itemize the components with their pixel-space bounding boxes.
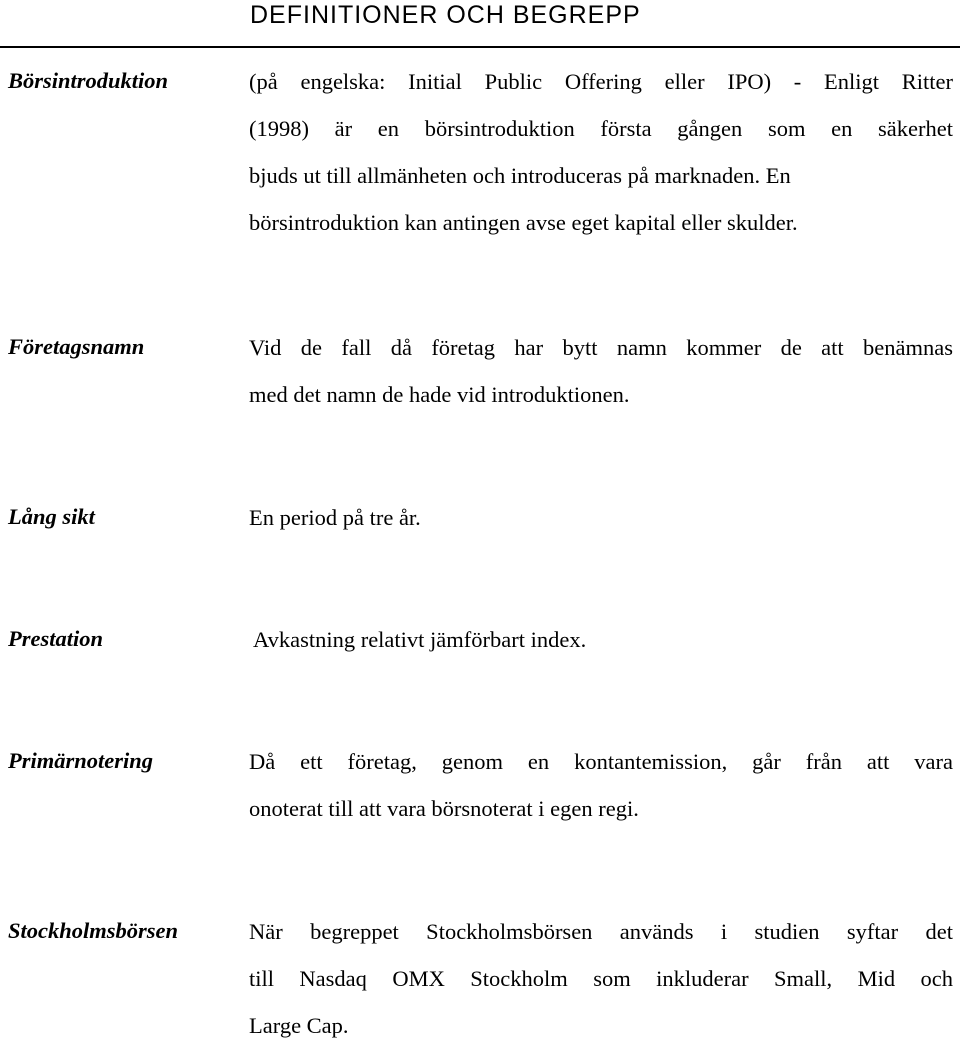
term-lang-sikt: Lång sikt bbox=[8, 504, 95, 529]
definition-line: (1998) är en börsintroduktion första gången som en säkerhet bbox=[249, 116, 953, 141]
definition-line: Large Cap. bbox=[249, 1013, 349, 1038]
definition-foretagsnamn bbox=[249, 324, 953, 418]
definition-line: När begreppet Stockholmsbörsen används i studien syftar det bbox=[249, 919, 953, 944]
definition-primarnotering bbox=[249, 738, 953, 832]
definition-line: (på engelska: Initial Public Offering eller IPO) - Enligt Ritter bbox=[249, 69, 953, 94]
term-borsintroduktion: Börsintroduktion bbox=[8, 68, 169, 93]
title-divider bbox=[0, 46, 960, 48]
definition-stockholmsborsen bbox=[249, 908, 953, 1049]
definition-line: bjuds ut till allmänheten och introduceras på marknaden. En bbox=[249, 163, 791, 188]
page-title: DEFINITIONER OCH BEGREPP bbox=[250, 1, 641, 29]
definition-prestation bbox=[253, 616, 957, 663]
term-foretagsnamn: Företagsnamn bbox=[8, 334, 145, 359]
term-primarnotering: Primärnotering bbox=[8, 748, 154, 773]
definition-line: börsintroduktion kan antingen avse eget kapital eller skulder. bbox=[249, 210, 798, 235]
definition-line: onoterat till att vara börsnoterat i egen regi. bbox=[249, 796, 639, 821]
term-stockholmsborsen: Stockholmsbörsen bbox=[8, 918, 179, 943]
definition-borsintroduktion bbox=[249, 58, 953, 246]
term-prestation: Prestation bbox=[8, 626, 104, 651]
definition-line: till Nasdaq OMX Stockholm som inkluderar Small, Mid och bbox=[249, 966, 953, 991]
definition-line: Vid de fall då företag har bytt namn kommer de att benämnas bbox=[249, 335, 953, 360]
definition-line: Avkastning relativt jämförbart index. bbox=[253, 627, 587, 652]
definition-line: med det namn de hade vid introduktionen. bbox=[249, 382, 630, 407]
definition-lang-sikt bbox=[249, 494, 953, 541]
definition-line: Då ett företag, genom en kontantemission, går från att vara bbox=[249, 749, 953, 774]
definition-line: En period på tre år. bbox=[249, 505, 421, 530]
